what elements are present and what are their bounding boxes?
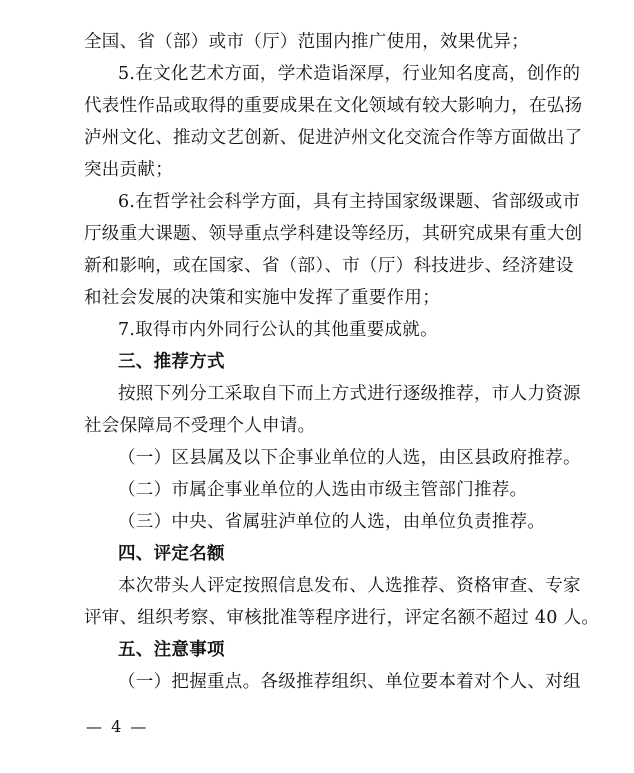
text-line: 突出贡献； bbox=[84, 160, 173, 180]
text-line: （一）区县属及以下企事业单位的人选，由区县政府推荐。 bbox=[118, 448, 581, 468]
text-line: 社会保障局不受理个人申请。 bbox=[84, 416, 316, 436]
section-heading: 四、评定名额 bbox=[118, 544, 225, 564]
section-heading: 三、推荐方式 bbox=[118, 352, 225, 372]
text-line: 新和影响，或在国家、省（部）、市（厅）科技进步、经济建设 bbox=[84, 256, 574, 276]
text-line: （二）市属企事业单位的人选由市级主管部门推荐。 bbox=[118, 480, 528, 500]
text-line: 和社会发展的决策和实施中发挥了重要作用； bbox=[84, 288, 440, 308]
text-line: 5.在文化艺术方面，学术造诣深厚，行业知名度高，创作的 bbox=[118, 64, 581, 84]
text-line: （一）把握重点。各级推荐组织、单位要本着对个人、对组 bbox=[118, 672, 581, 692]
text-line: 7.取得市内外同行公认的其他重要成就。 bbox=[118, 320, 438, 340]
document-body bbox=[84, 26, 600, 698]
text-line: 全国、省（部）或市（厅）范围内推广使用，效果优异； bbox=[84, 32, 529, 52]
text-line: （三）中央、省属驻泸单位的人选，由单位负责推荐。 bbox=[118, 512, 546, 532]
page-number: — 4 — bbox=[86, 717, 149, 736]
text-line: 评审、组织考察、审核批准等程序进行，评定名额不超过 40 人。 bbox=[84, 608, 600, 628]
text-line: 本次带头人评定按照信息发布、人选推荐、资格审查、专家 bbox=[118, 576, 581, 596]
section-heading: 五、注意事项 bbox=[118, 640, 225, 660]
text-line: 6.在哲学社会科学方面，具有主持国家级课题、省部级或市 bbox=[118, 192, 581, 212]
text-line: 代表性作品或取得的重要成果在文化领域有较大影响力，在弘扬 bbox=[84, 96, 583, 116]
text-line: 泸州文化、推动文艺创新、促进泸州文化交流合作等方面做出了 bbox=[84, 128, 583, 148]
text-line: 按照下列分工采取自下而上方式进行逐级推荐，市人力资源 bbox=[118, 384, 581, 404]
text-line: 厅级重大课题、领导重点学科建设等经历，其研究成果有重大创 bbox=[84, 224, 583, 244]
